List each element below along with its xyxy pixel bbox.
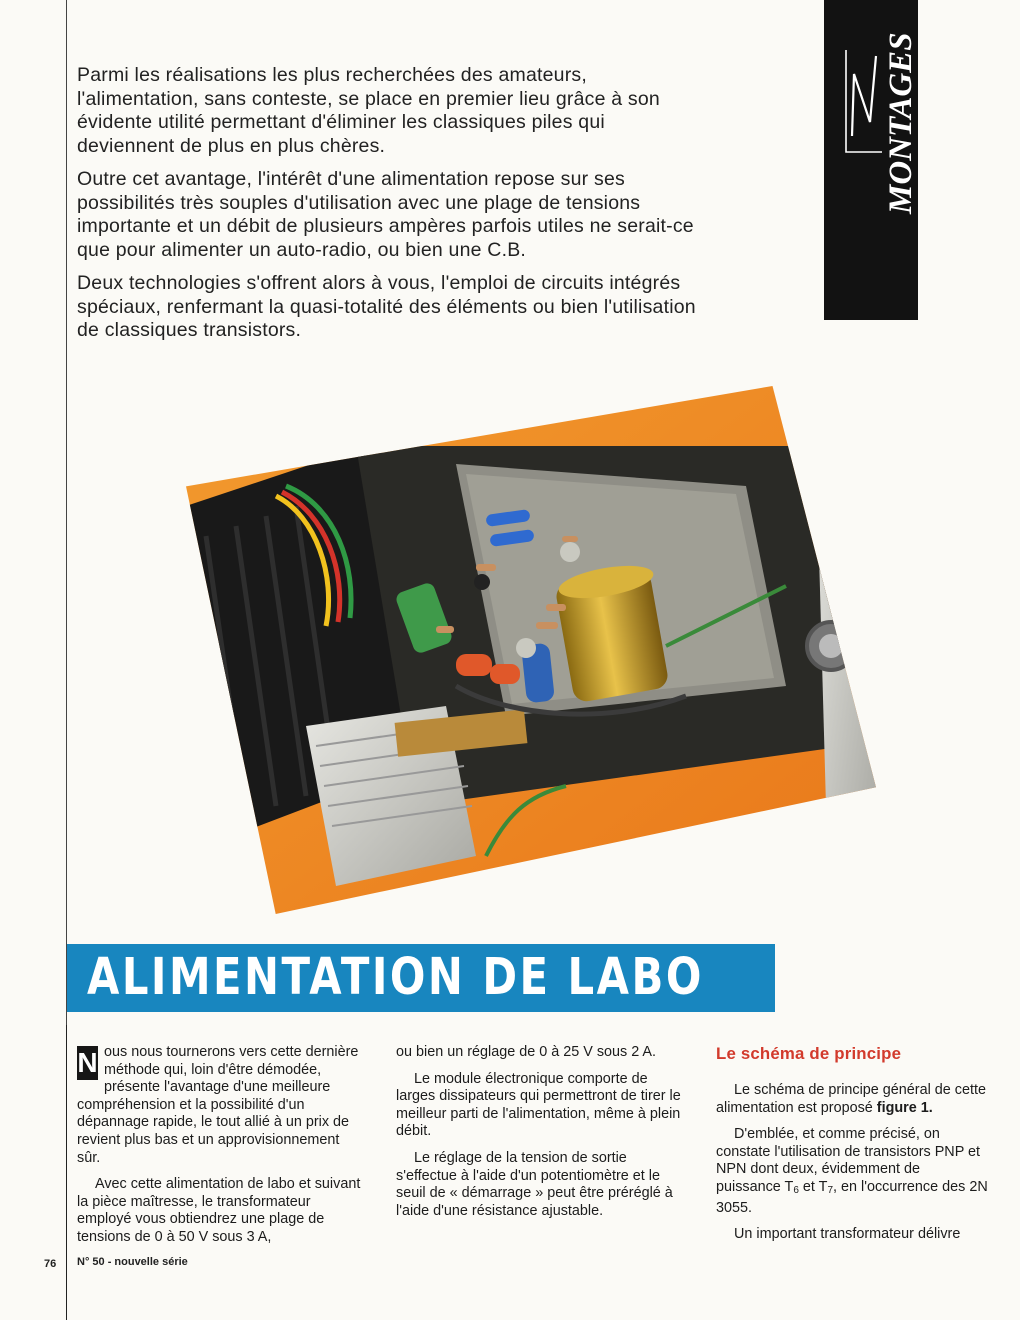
section-logo-icon — [844, 44, 884, 156]
col1-paragraph-1-text: ous nous tournerons vers cette dernière méthode qui, loin d'être démodée, présente l'avantage d'une meilleure compréhension et la possibilité d'un dépannage rapide, le tout allié à un prix de revient plus bas et un approvisionnement sûr. — [77, 1044, 359, 1166]
col3-paragraph-3: Un important transformateur délivre — [734, 1226, 961, 1243]
subscript-6: 6 — [793, 1184, 799, 1196]
intro-paragraph-2: Outre cet avantage, l'intérêt d'une alimentation repose sur ses possibilités très souples d'utilisation avec une plage de tensions importante et un débit de plusieurs ampères parfois utiles ne serait-ce que pour alimenter un auto-radio, ou bien une C.B. — [77, 168, 694, 261]
subscript-7: 7 — [827, 1184, 833, 1196]
figure-reference: figure 1. — [876, 1099, 933, 1116]
intro-paragraph-1: Parmi les réalisations les plus recherchées des amateurs, l'alimentation, sans conteste, se place en premier lieu grâce à son évidente utilité permettant d'éliminer les classiques piles qui deviennent de plus en plus chères. — [77, 64, 660, 157]
circuit-photo — [186, 386, 876, 914]
intro-paragraph-3: Deux technologies s'offrent alors à vous, l'emploi de circuits intégrés spéciaux, renfermant la quasi-totalité des éléments ou bien l'utilisation de classiques transistors. — [77, 272, 696, 341]
drop-cap: N — [77, 1047, 98, 1078]
col3-p2-text-b: et T — [798, 1178, 828, 1195]
section-label: MONTAGES — [883, 32, 919, 214]
col2-paragraph-3: Le réglage de la tension de sortie s'effectue à l'aide d'un potentiomètre et le seuil de « démarrage » peut être préréglé à l'aide d'une résistance ajustable. — [396, 1149, 673, 1219]
col2-paragraph-1: ou bien un réglage de 0 à 25 V sous 2 A. — [396, 1044, 657, 1060]
section-tab — [824, 0, 918, 320]
section-heading: Le schéma de principe — [716, 1044, 902, 1063]
col3-paragraph-1 — [716, 1082, 988, 1117]
body-column-1 — [77, 1044, 365, 1256]
col3-p2-text-a: D'emblée, et comme précisé, on constate l'utilisation de transistors PNP et NPN dont deux, évidemment de puissance T — [716, 1126, 981, 1195]
col3-p1-text: Le schéma de principe général de cette alimentation est proposé — [716, 1082, 986, 1116]
column-rule — [66, 1025, 67, 1320]
article-title-band — [67, 944, 775, 1012]
col3-paragraph-2 — [716, 1126, 988, 1217]
intro-text — [77, 64, 697, 353]
col3-p2-text-c: , en l'occurrence des 2N 3055. — [716, 1178, 988, 1216]
col1-paragraph-2: Avec cette alimentation de labo et suivant la pièce maîtresse, le transformateur employé vous obtiendrez une plage de tensions de 0 à 50 V sous 3 A, — [77, 1176, 361, 1245]
col1-paragraph-1 — [77, 1044, 365, 1167]
article-title: ALIMENTATION DE LABO — [87, 948, 704, 1007]
col2-paragraph-2: Le module électronique comporte de larges dissipateurs qui permettront de tirer le meilleur parti de l'alimentation, même à plein débit. — [396, 1070, 681, 1140]
page-number: 76 — [44, 1258, 57, 1270]
body-column-3 — [716, 1044, 988, 1253]
body-column-2 — [396, 1044, 681, 1229]
issue-label: N° 50 - nouvelle série — [77, 1256, 188, 1268]
